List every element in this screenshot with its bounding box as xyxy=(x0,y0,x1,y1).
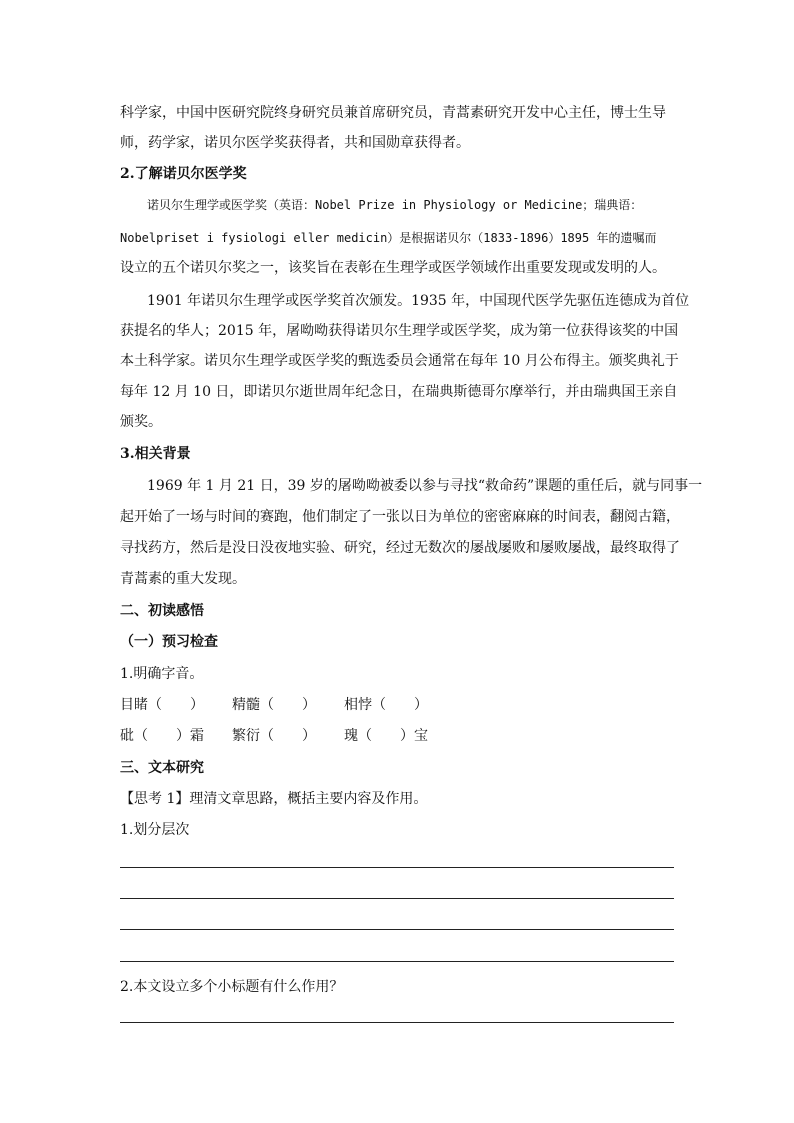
nobel-para1-line2 xyxy=(120,228,680,248)
part2-subheading: （一）预习检查 xyxy=(120,634,218,650)
pronunciation-row-2 xyxy=(120,726,680,746)
part2-heading: 二、初读感悟 xyxy=(120,603,204,619)
think1-prompt: 【思考 1】理清文章思路，概括主要内容及作用。 xyxy=(120,791,428,807)
nobel-para1-line2-text: Nobelpriset i fysiologi eller medicin）是根据诺贝尔（1833-1896）1895 年的遗嘱而 xyxy=(120,231,657,245)
nobel-para1-line1-text: 诺贝尔生理学或医学奖（英语：Nobel Prize in Physiology or Medicine；瑞典语： xyxy=(147,198,643,212)
answer-line[interactable] xyxy=(120,898,674,899)
pinyin-blank-xiangbei[interactable]: 相悖（ ） xyxy=(344,697,428,713)
nobel-para2-line4: 每年 12 月 10 日，即诺贝尔逝世周年纪念日，在瑞典斯德哥尔摩举行，并由瑞典国王亲自 xyxy=(120,384,678,400)
nobel-para2-line1: 1901 年诺贝尔生理学或医学奖首次颁发。1935 年，中国现代医学先驱伍连德成为首位 xyxy=(147,293,690,309)
section-heading-nobel: 2.了解诺贝尔医学奖 xyxy=(120,166,247,182)
background-line-2: 起开始了一场与时间的赛跑，他们制定了一张以日为单位的密密麻麻的时间表，翻阅古籍， xyxy=(120,509,680,525)
question-divide-layers: 1.划分层次 xyxy=(120,822,190,838)
answer-line[interactable] xyxy=(120,961,674,962)
answer-line[interactable] xyxy=(120,929,674,930)
nobel-para1-line3: 设立的五个诺贝尔奖之一，该奖旨在表彰在生理学或医学领域作出重要发现或发明的人。 xyxy=(120,260,666,276)
pinyin-blank-pishuang[interactable]: 砒（ ）霜 xyxy=(120,728,204,744)
pinyin-blank-guibao[interactable]: 瑰（ ）宝 xyxy=(344,728,428,744)
background-line-4: 青蒿素的重大发现。 xyxy=(120,571,246,587)
pronunciation-question: 1.明确字音。 xyxy=(120,666,204,682)
nobel-para1-line1 xyxy=(147,195,680,215)
answer-line[interactable] xyxy=(120,1022,674,1023)
background-line-3: 寻找药方，然后是没日没夜地实验、研究，经过无数次的屡战屡败和屡败屡战，最终取得了 xyxy=(120,540,680,556)
nobel-para2-line5: 颁奖。 xyxy=(120,414,162,430)
question-subtitle-purpose: 2.本文设立多个小标题有什么作用？ xyxy=(120,979,344,995)
pinyin-blank-fanyan[interactable]: 繁衍（ ） xyxy=(232,728,316,744)
nobel-para2-line2: 获提名的华人；2015 年，屠呦呦获得诺贝尔生理学或医学奖，成为第一位获得该奖的中国 xyxy=(120,323,679,339)
background-line-1: 1969 年 1 月 21 日，39 岁的屠呦呦被委以参与寻找“救命药”课题的重任后，就与同事一 xyxy=(147,478,703,494)
bio-line-2: 师，药学家，诺贝尔医学奖获得者，共和国勋章获得者。 xyxy=(120,135,470,151)
answer-line[interactable] xyxy=(120,867,674,868)
bio-line-1: 科学家，中国中医研究院终身研究员兼首席研究员，青蒿素研究开发中心主任，博士生导 xyxy=(120,105,666,121)
part3-heading: 三、文本研究 xyxy=(120,760,204,776)
pinyin-blank-jingsui[interactable]: 精髓（ ） xyxy=(232,697,316,713)
pinyin-blank-mudu[interactable]: 目睹（ ） xyxy=(120,697,204,713)
section-heading-background: 3.相关背景 xyxy=(120,446,191,462)
pronunciation-row-1 xyxy=(120,695,680,715)
nobel-para2-line3: 本土科学家。诺贝尔生理学或医学奖的甄选委员会通常在每年 10 月公布得主。颁奖典礼于 xyxy=(120,353,679,369)
